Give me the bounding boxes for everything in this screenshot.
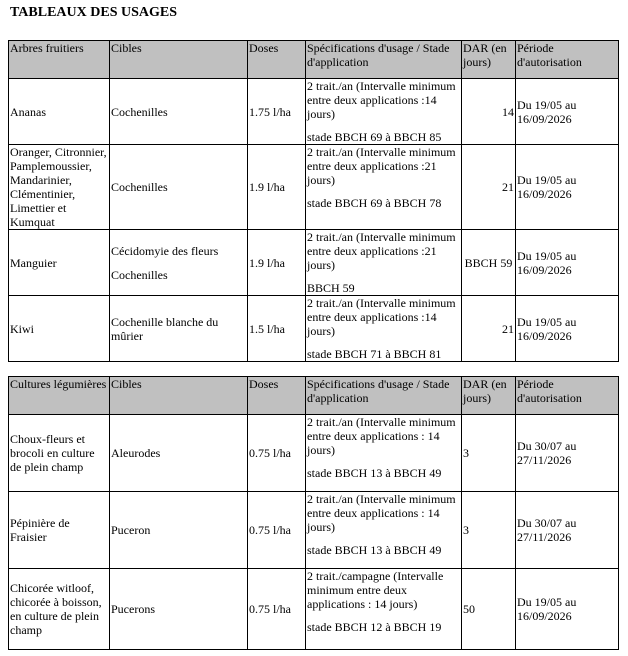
spec-cell	[306, 492, 462, 569]
spec-cell	[306, 230, 462, 296]
period-cell: Du 19/05 au 16/09/2026	[516, 569, 619, 650]
target-cell	[110, 79, 248, 145]
spacer	[307, 338, 460, 347]
column-header: DAR (en jours)	[462, 41, 516, 79]
column-header: Spécifications d'usage / Stade d'application	[306, 41, 462, 79]
stage-text: stade BBCH 13 à BBCH 49	[307, 543, 442, 557]
spacer	[307, 457, 460, 466]
crop-cell: Oranger, Citronnier, Pamplemoussier, Mandarinier, Clémentinier, Limettier et Kumquat	[9, 145, 110, 230]
stage-text: stade BBCH 69 à BBCH 78	[307, 196, 442, 210]
target-cell	[110, 145, 248, 230]
column-header: Cultures légumières	[9, 377, 110, 415]
target-cell	[110, 492, 248, 569]
dar-cell: 50	[462, 569, 516, 650]
target-name: Cochenilles	[111, 180, 168, 194]
stage-text: stade BBCH 69 à BBCH 85	[307, 130, 442, 144]
dar-cell: 21	[462, 145, 516, 230]
target-cell	[110, 296, 248, 362]
target-name: Cochenilles	[111, 267, 168, 282]
column-header: Cibles	[110, 41, 248, 79]
dose-cell: 1.9 l/ha	[248, 230, 306, 296]
dar-cell: 3	[462, 415, 516, 492]
column-header: Période d'autorisation	[516, 41, 619, 79]
crop-cell: Pépinière de Fraisier	[9, 492, 110, 569]
spacer	[307, 272, 460, 281]
dar-cell: 21	[462, 296, 516, 362]
column-header: Période d'autorisation	[516, 377, 619, 415]
crop-cell: Chicorée witloof, chicorée à boisson, en culture de plein champ	[9, 569, 110, 650]
stage-text: BBCH 59	[307, 281, 355, 295]
dar-cell: 3	[462, 492, 516, 569]
spec-cell	[306, 79, 462, 145]
period-cell: Du 19/05 au 16/09/2026	[516, 79, 619, 145]
target-cell	[110, 569, 248, 650]
column-header: Cibles	[110, 377, 248, 415]
table-row	[9, 415, 619, 492]
stage-text: stade BBCH 12 à BBCH 19	[307, 620, 442, 634]
spec-cell	[306, 415, 462, 492]
column-header: DAR (en jours)	[462, 377, 516, 415]
table-header-row	[9, 377, 619, 415]
table-row	[9, 296, 619, 362]
dose-cell: 1.5 l/ha	[248, 296, 306, 362]
spec-text: 2 trait./an (Intervalle minimum entre deux applications :14 jours)	[307, 79, 456, 121]
target-name: Aleurodes	[111, 446, 161, 460]
target-cell	[110, 230, 248, 296]
target-name: Cochenilles	[111, 104, 168, 119]
spacer	[307, 121, 460, 130]
fruit-usage-table	[8, 40, 619, 362]
column-header: Arbres fruitiers	[9, 41, 110, 79]
spacer	[307, 187, 460, 196]
spec-cell	[306, 296, 462, 362]
spec-text: 2 trait./an (Intervalle minimum entre deux applications :21 jours)	[307, 145, 456, 187]
column-header: Doses	[248, 41, 306, 79]
column-header: Doses	[248, 377, 306, 415]
dose-cell: 1.75 l/ha	[248, 79, 306, 145]
target-cell	[110, 415, 248, 492]
table-row	[9, 145, 619, 230]
dose-cell: 0.75 l/ha	[248, 569, 306, 650]
stage-text: stade BBCH 71 à BBCH 81	[307, 347, 442, 361]
table-row	[9, 230, 619, 296]
dose-cell: 1.9 l/ha	[248, 145, 306, 230]
spec-text: 2 trait./an (Intervalle minimum entre deux applications :21 jours)	[307, 230, 456, 272]
page-title: TABLEAUX DES USAGES	[10, 5, 178, 20]
table-header-row	[9, 41, 619, 79]
period-cell: Du 30/07 au 27/11/2026	[516, 415, 619, 492]
crop-cell: Manguier	[9, 230, 110, 296]
period-cell: Du 30/07 au 27/11/2026	[516, 492, 619, 569]
spec-cell	[306, 569, 462, 650]
crop-cell: Choux-fleurs et brocoli en culture de plein champ	[9, 415, 110, 492]
spec-text: 2 trait./campagne (Intervalle minimum entre deux applications : 14 jours)	[307, 569, 444, 611]
target-name: Puceron	[111, 523, 151, 537]
spec-cell	[306, 145, 462, 230]
period-cell: Du 19/05 au 16/09/2026	[516, 230, 619, 296]
spacer	[307, 534, 460, 543]
period-cell: Du 19/05 au 16/09/2026	[516, 145, 619, 230]
crop-cell: Kiwi	[9, 296, 110, 362]
target-name: Cécidomyie des fleurs	[111, 243, 219, 258]
dose-cell: 0.75 l/ha	[248, 415, 306, 492]
period-cell: Du 19/05 au 16/09/2026	[516, 296, 619, 362]
stage-text: stade BBCH 13 à BBCH 49	[307, 466, 442, 480]
spacer	[111, 258, 246, 268]
dose-cell: 0.75 l/ha	[248, 492, 306, 569]
spacer	[307, 611, 460, 620]
table-row	[9, 492, 619, 569]
spec-text: 2 trait./an (Intervalle minimum entre deux applications : 14 jours)	[307, 415, 456, 457]
column-header: Spécifications d'usage / Stade d'application	[306, 377, 462, 415]
vegetable-usage-table	[8, 376, 619, 650]
dar-cell: 14	[462, 79, 516, 145]
target-name: Cochenille blanche du mûrier	[111, 314, 219, 343]
spec-text: 2 trait./an (Intervalle minimum entre deux applications :14 jours)	[307, 296, 456, 338]
target-name: Pucerons	[111, 602, 155, 616]
dar-cell: BBCH 59	[462, 230, 516, 296]
spec-text: 2 trait./an (Intervalle minimum entre deux applications : 14 jours)	[307, 492, 456, 534]
crop-cell: Ananas	[9, 79, 110, 145]
table-row	[9, 569, 619, 650]
table-row	[9, 79, 619, 145]
